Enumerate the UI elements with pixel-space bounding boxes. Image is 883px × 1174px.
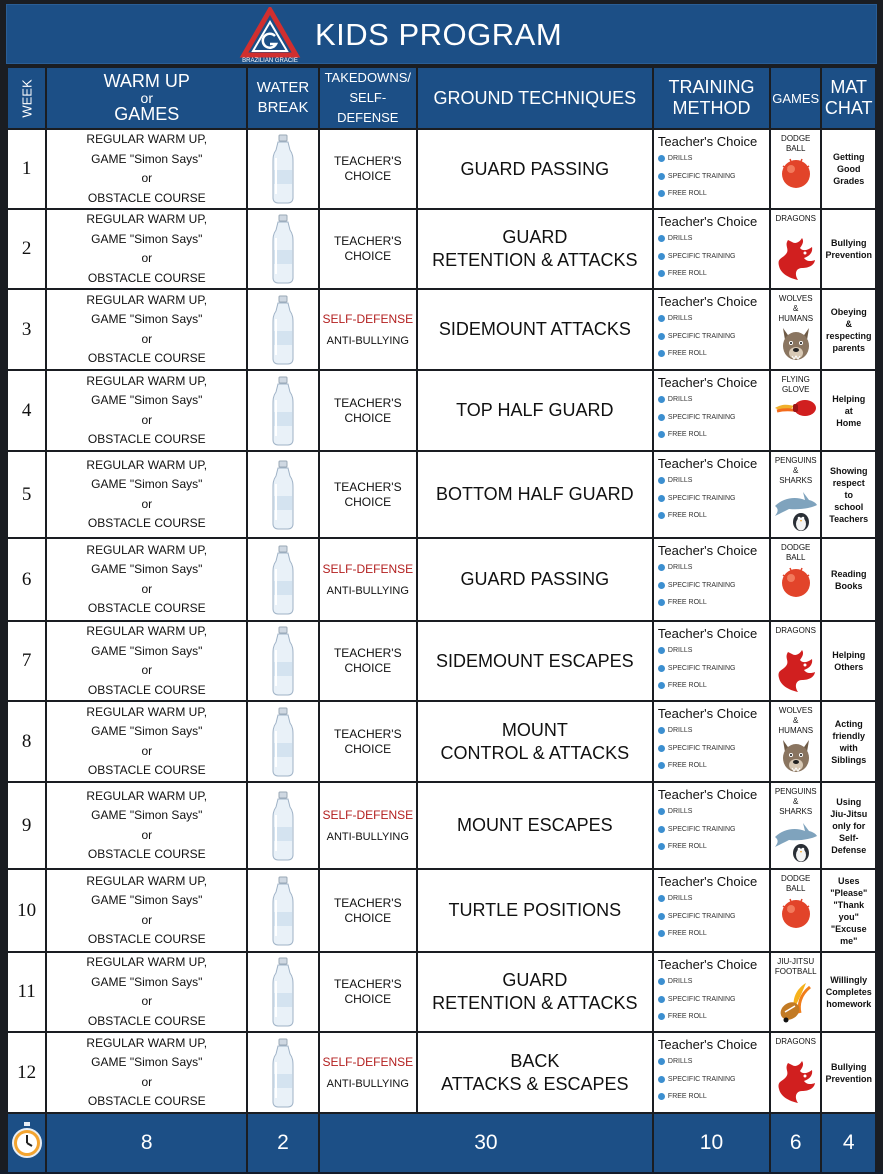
week-row [8,1033,875,1112]
week-number: 8 [8,702,45,781]
water-bottle-icon [248,371,318,450]
week-number: 9 [8,783,45,868]
training-item: SPECIFIC TRAINING [658,577,769,595]
week-number: 3 [8,290,45,369]
takedowns-cell [320,539,416,620]
game-label: DRAGONS [775,626,816,635]
training-method-cell [654,953,769,1031]
training-method-cell [654,290,769,369]
water-bottle-icon [248,702,318,781]
bullet-icon [658,350,665,357]
training-item: DRILLS [658,642,769,660]
water-bottle-icon [248,1033,318,1112]
anti-bullying-label: ANTI-BULLYING [326,585,409,597]
training-method-cell [654,1033,769,1112]
ground-technique: TOP HALF GUARD [418,371,652,450]
training-item: DRILLS [658,890,769,908]
water-bottle-icon [248,210,318,288]
ground-technique: MOUNT ESCAPES [418,783,652,868]
total-water-break: 2 [248,1114,318,1172]
training-method-cell [654,210,769,288]
teachers-choice-label: TEACHER'S CHOICE [333,646,402,675]
training-item: DRILLS [658,803,769,821]
warmup-cell: REGULAR WARM UP, GAME "Simon Says" or OBSTACLE COURSE [47,290,246,369]
game-cell [771,702,820,781]
teachers-choice-label: TEACHER'S CHOICE [333,895,402,925]
week-row [8,130,875,208]
training-title: Teacher's Choice [657,214,758,229]
ground-technique: BOTTOM HALF GUARD [418,452,652,537]
ground-technique: BACK ATTACKS & ESCAPES [418,1033,652,1112]
ground-technique: GUARD RETENTION & ATTACKS [418,953,652,1031]
game-cell [771,870,820,951]
water-bottle-icon [248,452,318,537]
ball-icon [771,565,820,604]
game-label: DRAGONS [775,214,816,223]
column-header-training-method: TRAINING METHOD [654,68,769,128]
takedowns-cell [320,130,416,208]
ground-technique: GUARD RETENTION & ATTACKS [418,210,652,288]
stopwatch-icon [8,1114,45,1172]
water-bottle-icon [248,783,318,868]
title-banner [6,4,877,64]
teachers-choice-label: TEACHER'S CHOICE [333,234,402,263]
mat-chat-topic: Bullying Prevention [822,210,875,288]
bullet-icon [658,647,665,654]
training-item: DRILLS [658,230,769,248]
week-number: 10 [8,870,45,951]
takedowns-cell [320,702,416,781]
mat-chat-topic: Uses "Please" "Thank you" "Excuse me" [822,870,875,951]
logo-icon [239,7,301,63]
bullet-icon [658,270,665,277]
training-item: SPECIFIC TRAINING [658,328,769,346]
bullet-icon [658,315,665,322]
total-mat-chat: 4 [822,1114,875,1172]
training-item: DRILLS [658,559,769,577]
ground-technique: SIDEMOUNT ESCAPES [418,622,652,700]
game-label: DODGE BALL [781,134,811,153]
training-title: Teacher's Choice [657,543,758,558]
training-title: Teacher's Choice [657,787,758,802]
totals-row [8,1114,875,1172]
self-defense-label: SELF-DEFENSE [322,1055,414,1069]
dragon-icon [771,236,820,287]
week-number: 11 [8,953,45,1031]
week-number: 5 [8,452,45,537]
week-row [8,622,875,700]
training-item: SPECIFIC TRAINING [658,409,769,427]
training-title: Teacher's Choice [657,134,758,149]
training-method-cell [654,371,769,450]
bullet-icon [658,1093,665,1100]
training-item: FREE ROLL [658,677,769,695]
week-row [8,539,875,620]
dragon-icon [771,1059,820,1110]
shark-penguin-icon [771,486,820,537]
training-item: FREE ROLL [658,426,769,444]
bullet-icon [658,1076,665,1083]
warmup-cell: REGULAR WARM UP, GAME "Simon Says" or OBSTACLE COURSE [47,210,246,288]
game-cell [771,539,820,620]
training-title: Teacher's Choice [657,375,758,390]
bullet-icon [658,843,665,850]
bullet-icon [658,173,665,180]
anti-bullying-label: ANTI-BULLYING [326,831,409,843]
bullet-icon [658,235,665,242]
mat-chat-topic: Showing respect to school Teachers [822,452,875,537]
water-bottle-icon [248,953,318,1031]
wolf-icon [771,736,820,781]
game-cell [771,290,820,369]
training-method-cell [654,452,769,537]
training-item: FREE ROLL [658,925,769,943]
game-label: DODGE BALL [781,543,811,562]
takedowns-cell [320,622,416,700]
training-title: Teacher's Choice [657,626,758,641]
training-title: Teacher's Choice [657,957,758,972]
week-number: 4 [8,371,45,450]
game-label: PENGUINS & SHARKS [774,456,817,485]
warmup-cell: REGULAR WARM UP, GAME "Simon Says" or OBSTACLE COURSE [47,130,246,208]
week-number: 12 [8,1033,45,1112]
mat-chat-topic: Willingly Completes homework [822,953,875,1031]
page-title: KIDS PROGRAM [315,17,563,52]
training-item: SPECIFIC TRAINING [658,1071,769,1089]
takedowns-cell [320,870,416,951]
water-bottle-icon [248,130,318,208]
training-method-cell [654,539,769,620]
bullet-icon [658,512,665,519]
takedowns-cell [320,290,416,369]
bullet-icon [658,978,665,985]
week-number: 2 [8,210,45,288]
bullet-icon [658,1013,665,1020]
game-cell [771,210,820,288]
ground-technique: MOUNT CONTROL & ATTACKS [418,702,652,781]
training-item: DRILLS [658,472,769,490]
total-techniques: 30 [320,1114,652,1172]
training-item: FREE ROLL [658,345,769,363]
schedule-table [6,66,877,1174]
mat-chat-topic: Bullying Prevention [822,1033,875,1112]
self-defense-label: SELF-DEFENSE [322,312,414,326]
game-label: DRAGONS [775,1037,816,1046]
training-item: SPECIFIC TRAINING [658,660,769,678]
training-item: FREE ROLL [658,265,769,283]
teachers-choice-label: TEACHER'S CHOICE [333,479,402,509]
anti-bullying-label: ANTI-BULLYING [326,335,409,347]
bullet-icon [658,808,665,815]
wolf-icon [771,324,820,369]
warmup-cell: REGULAR WARM UP, GAME "Simon Says" or OBSTACLE COURSE [47,783,246,868]
bullet-icon [658,477,665,484]
game-cell [771,783,820,868]
bullet-icon [658,826,665,833]
ground-technique: GUARD PASSING [418,539,652,620]
bullet-icon [658,996,665,1003]
takedowns-cell [320,371,416,450]
warmup-cell: REGULAR WARM UP, GAME "Simon Says" or OBSTACLE COURSE [47,539,246,620]
bullet-icon [658,913,665,920]
game-label: WOLVES & HUMANS [778,706,814,735]
training-item: DRILLS [658,310,769,328]
training-method-cell [654,622,769,700]
bullet-icon [658,762,665,769]
week-row [8,290,875,369]
football-icon [771,979,820,1028]
bullet-icon [658,155,665,162]
training-item: DRILLS [658,722,769,740]
total-training: 10 [654,1114,769,1172]
training-item: FREE ROLL [658,1088,769,1106]
ground-technique: GUARD PASSING [418,130,652,208]
bullet-icon [658,396,665,403]
training-item: DRILLS [658,150,769,168]
week-number: 1 [8,130,45,208]
water-bottle-icon [248,539,318,620]
week-row [8,702,875,781]
bullet-icon [658,599,665,606]
training-method-cell [654,130,769,208]
training-item: FREE ROLL [658,594,769,612]
training-title: Teacher's Choice [657,294,758,309]
teachers-choice-label: TEACHER'S CHOICE [333,154,402,183]
training-item: FREE ROLL [658,757,769,775]
training-item: FREE ROLL [658,1008,769,1026]
game-cell [771,622,820,700]
column-header-water-break: WATER BREAK [248,68,318,128]
teachers-choice-label: TEACHER'S CHOICE [333,726,402,756]
warmup-cell: REGULAR WARM UP, GAME "Simon Says" or OBSTACLE COURSE [47,371,246,450]
warmup-cell: REGULAR WARM UP, GAME "Simon Says" or OBSTACLE COURSE [47,953,246,1031]
game-label: WOLVES & HUMANS [778,294,814,323]
training-item: DRILLS [658,973,769,991]
training-item: SPECIFIC TRAINING [658,821,769,839]
column-header-takedowns: TAKEDOWNS/ SELF-DEFENSE [320,68,416,128]
week-row [8,953,875,1031]
mat-chat-topic: Reading Books [822,539,875,620]
game-cell [771,1033,820,1112]
training-item: SPECIFIC TRAINING [658,991,769,1009]
self-defense-label: SELF-DEFENSE [322,562,414,576]
training-item: DRILLS [658,1053,769,1071]
column-header-ground-techniques: GROUND TECHNIQUES [418,68,652,128]
column-header-week: WEEK [8,68,45,128]
takedowns-cell [320,1033,416,1112]
water-bottle-icon [248,622,318,700]
water-bottle-icon [248,870,318,951]
warmup-cell: REGULAR WARM UP, GAME "Simon Says" or OBSTACLE COURSE [47,622,246,700]
warmup-cell: REGULAR WARM UP, GAME "Simon Says" or OBSTACLE COURSE [47,452,246,537]
training-item: FREE ROLL [658,507,769,525]
game-label: DODGE BALL [781,874,811,893]
teachers-choice-label: TEACHER'S CHOICE [333,977,402,1006]
mat-chat-topic: Helping Others [822,622,875,700]
mat-chat-topic: Getting Good Grades [822,130,875,208]
takedowns-cell [320,953,416,1031]
game-cell [771,371,820,450]
total-games: 6 [771,1114,820,1172]
glove-icon [771,397,820,424]
bullet-icon [658,1058,665,1065]
training-item: FREE ROLL [658,838,769,856]
training-title: Teacher's Choice [657,1037,758,1052]
shark-penguin-icon [771,817,820,868]
takedowns-cell [320,783,416,868]
training-method-cell [654,870,769,951]
training-title: Teacher's Choice [657,874,758,889]
total-warmup: 8 [47,1114,246,1172]
ball-icon [771,156,820,195]
game-label: JIU-JITSU FOOTBALL [774,957,817,976]
ground-technique: SIDEMOUNT ATTACKS [418,290,652,369]
warmup-cell: REGULAR WARM UP, GAME "Simon Says" or OBSTACLE COURSE [47,870,246,951]
training-item: SPECIFIC TRAINING [658,740,769,758]
bullet-icon [658,564,665,571]
header-row [8,68,875,128]
training-item: FREE ROLL [658,185,769,203]
training-item: SPECIFIC TRAINING [658,168,769,186]
bullet-icon [658,745,665,752]
bullet-icon [658,190,665,197]
mat-chat-topic: Helping at Home [822,371,875,450]
mat-chat-topic: Acting friendly with Siblings [822,702,875,781]
bullet-icon [658,895,665,902]
column-header-warmup: WARM UP or GAMES [47,68,246,128]
game-cell [771,953,820,1031]
mat-chat-topic: Obeying & respecting parents [822,290,875,369]
warmup-cell: REGULAR WARM UP, GAME "Simon Says" or OBSTACLE COURSE [47,702,246,781]
bullet-icon [658,333,665,340]
column-header-mat-chat: MAT CHAT [822,68,875,128]
week-row [8,210,875,288]
week-number: 7 [8,622,45,700]
bullet-icon [658,253,665,260]
training-item: SPECIFIC TRAINING [658,908,769,926]
water-bottle-icon [248,290,318,369]
logo-text: BRAZILIAN GRACIE [242,58,298,63]
game-cell [771,130,820,208]
training-method-cell [654,783,769,868]
bullet-icon [658,665,665,672]
ground-technique: TURTLE POSITIONS [418,870,652,951]
week-row [8,452,875,537]
training-method-cell [654,702,769,781]
bullet-icon [658,495,665,502]
week-row [8,371,875,450]
bullet-icon [658,727,665,734]
bullet-icon [658,431,665,438]
column-header-games: GAMES [771,68,820,128]
week-number: 6 [8,539,45,620]
game-label: PENGUINS & SHARKS [774,787,817,816]
mat-chat-topic: Using Jiu-Jitsu only for Self-Defense [822,783,875,868]
bullet-icon [658,582,665,589]
bullet-icon [658,930,665,937]
training-item: SPECIFIC TRAINING [658,490,769,508]
week-row [8,783,875,868]
week-row [8,870,875,951]
bullet-icon [658,682,665,689]
dragon-icon [771,648,820,699]
anti-bullying-label: ANTI-BULLYING [326,1078,409,1090]
training-item: SPECIFIC TRAINING [658,248,769,266]
self-defense-label: SELF-DEFENSE [322,808,414,822]
warmup-cell: REGULAR WARM UP, GAME "Simon Says" or OBSTACLE COURSE [47,1033,246,1112]
training-item: DRILLS [658,391,769,409]
game-label: FLYING GLOVE [781,375,810,394]
game-cell [771,452,820,537]
takedowns-cell [320,210,416,288]
takedowns-cell [320,452,416,537]
training-title: Teacher's Choice [657,706,758,721]
bullet-icon [658,414,665,421]
training-title: Teacher's Choice [657,456,758,471]
teachers-choice-label: TEACHER'S CHOICE [333,395,402,425]
ball-icon [771,896,820,935]
